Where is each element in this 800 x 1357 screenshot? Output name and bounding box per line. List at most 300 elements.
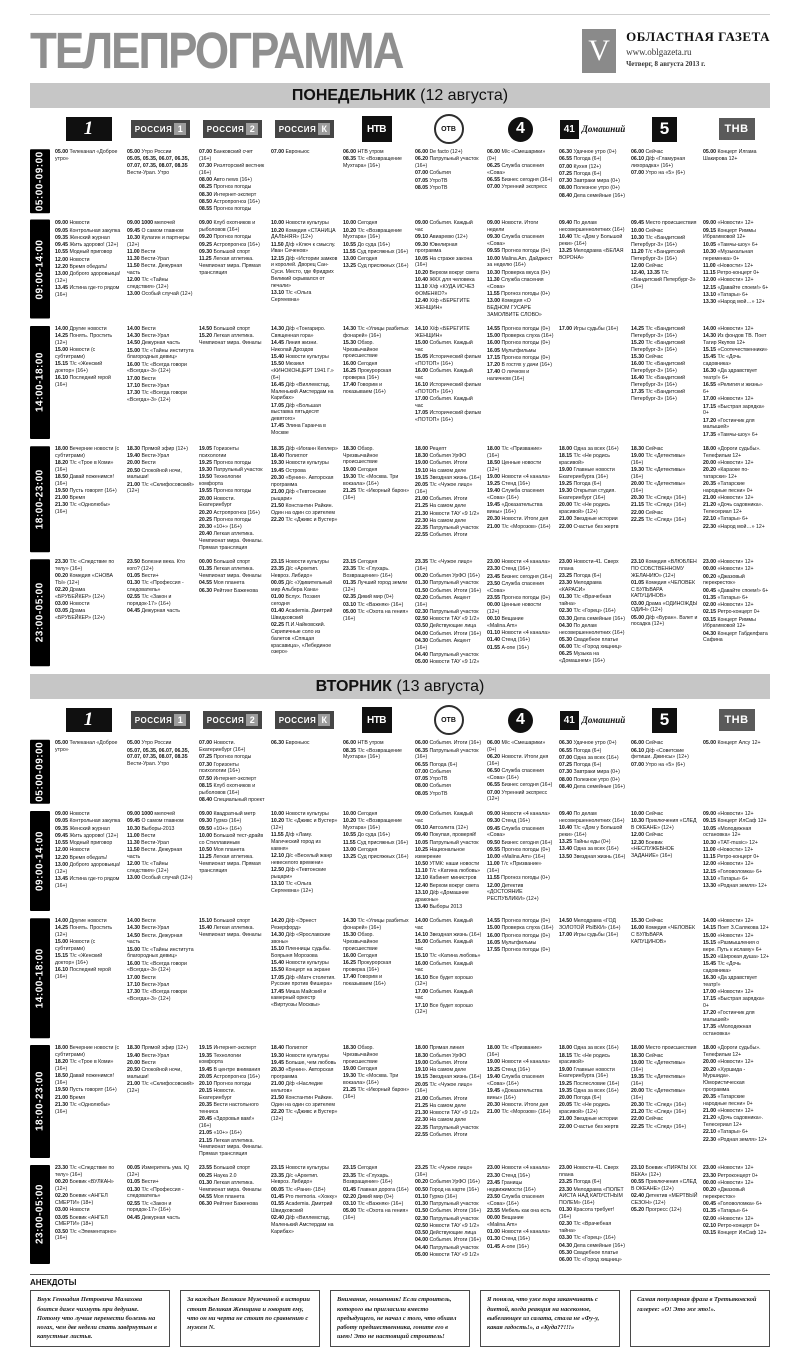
- program-entry: 23.10 Боевик «ПИРАТЫ XX ВЕКА» (12+): [631, 1165, 697, 1178]
- program-entry: 12.00 Новости: [55, 256, 90, 263]
- program-entry: 15.20 Т/с «Бандитский Петербург-3» (16+): [631, 339, 686, 353]
- program-cell: [487, 446, 554, 552]
- program-cell: [703, 149, 770, 213]
- program-entry: 14.50 Мелодрама «ГОД ЗОЛОТОЙ РЫБКИ» (16+): [559, 918, 621, 931]
- program-entry: 21.20 Т/с «След» (16+): [631, 1109, 687, 1115]
- program-entry: 13.10 Д/ф «Домашние драконы»: [415, 889, 469, 903]
- program-entry: 23.50 Болезни века. Кто кого? (12+): [127, 559, 185, 572]
- program-entry: 18.20 Т/с «Трое в Коми» (16+): [55, 1059, 114, 1072]
- program-entry: 15.00 Новости (с субтитрами): [55, 347, 96, 360]
- program-entry: 14.00 События. Каждый час: [415, 918, 473, 931]
- program-entry: 19.00 Сегодня: [343, 1066, 378, 1072]
- program-entry: 12.00 Т/с «Тайны следствия» (12+): [127, 277, 169, 290]
- program-cell: [487, 149, 554, 213]
- channel-logos-row: [30, 703, 770, 737]
- program-cell: [631, 220, 698, 319]
- domashniy-number: 41: [560, 120, 579, 139]
- program-entry: 09.00 Новости: [55, 811, 90, 817]
- program-entry: 06.00 НТВ утром: [343, 740, 384, 747]
- program-entry: 16.05 Мультфильмы: [487, 939, 537, 946]
- program-entry: 21.00 «Новости» 12+: [703, 1108, 754, 1114]
- program-entry: 11.50 Вести. Дежурная часть: [127, 263, 183, 276]
- program-entry: 19.25 Стенд (16+): [487, 1066, 530, 1073]
- program-entry: 10.00 Сейчас: [631, 811, 664, 817]
- program-cell: [703, 326, 770, 439]
- channel-logo-tnv: [703, 703, 770, 737]
- program-entry: 01.30 Т/с «Профессия - следователь»: [127, 1186, 184, 1200]
- program-entry: 19.45 «Доказательства вины» (16+): [487, 502, 543, 515]
- program-entry: 20.50 Спокойной ночи, малыши!: [127, 467, 182, 481]
- program-entry: 14.25 Понять. Простить (12+): [55, 333, 113, 346]
- program-entry: 06.25 Музыка на «Домашнем» (16+): [559, 651, 605, 664]
- rossiya-number: 1: [174, 123, 186, 135]
- program-entry: 08.15 Клуб охотников и рыболовов (16+): [199, 782, 256, 796]
- channel-logo-tnv: [703, 112, 770, 146]
- program-entry: 15.00 Т/с «Тайны института благородных девиц»: [127, 347, 194, 361]
- program-entry: 14.15 Поет З.Салякова 12+: [703, 925, 769, 932]
- program-entry: 00.55 Приключения «СЛЕД В ОКЕАНЕ» (12+): [631, 1179, 697, 1192]
- channel-logo-otv: [415, 703, 482, 737]
- program-entry: 14.00 Вести: [127, 918, 156, 924]
- program-entry: 10.30 Выборы-2013: [127, 825, 175, 832]
- program-entry: 05.00 Новости ТАУ «9 1/2»: [415, 659, 480, 665]
- program-cell: [343, 446, 410, 552]
- program-entry: 11.50 Вести. Дежурная часть: [127, 847, 183, 860]
- program-entry: 21.00 Д/ф «Тевтонские рыцари»: [271, 488, 327, 502]
- program-entry: 15.50 Мюзикл «КИНОКОНЦЕРТ 1941 Г.» (6+): [271, 361, 334, 381]
- program-entry: 17.00 События. Каждый час: [415, 988, 473, 1002]
- program-entry: 19.30 Новости культуры: [271, 460, 329, 467]
- program-entry: 17.45 Элина Гаранча в Москве: [271, 423, 326, 436]
- section-letter-logo: V: [582, 29, 616, 73]
- program-entry: 09.00 Клуб охотников и рыболовов (16+): [199, 220, 256, 233]
- program-entry: 07.30 Риэлторский вестник (16+): [199, 163, 265, 176]
- program-cell: [127, 740, 194, 804]
- program-entry: 23.30 Т/с «Следствие по телу» (16+): [55, 559, 115, 572]
- program-entry: 17.00 Вести: [127, 974, 156, 981]
- rossiya-logo-icon: [203, 120, 263, 138]
- program-entry: 15.30 Обзор. Чрезвычайное происшествие: [343, 339, 379, 360]
- program-entry: 01.35 Легкая атлетика. Чемпионат мира. Финалы: [199, 566, 262, 579]
- program-entry: 16.05 Мультфильмы: [487, 347, 537, 354]
- channel-logo-perviy: [55, 112, 122, 146]
- program-entry: 18.00 Место происшествия: [631, 1045, 697, 1052]
- time-band-label: 05:00-09:00: [30, 740, 50, 804]
- program-entry: 21.30 Новости ТАУ «9 1/2»: [415, 1110, 480, 1116]
- program-entry: 00.05 Д/с «Удивительный мир Альбера Кана»: [271, 580, 333, 593]
- jokes-label: АНЕКДОТЫ: [30, 1278, 77, 1288]
- program-cell: [559, 149, 626, 213]
- program-entry: 14.00 «Новости» 12+: [703, 918, 754, 924]
- program-cell: [199, 918, 266, 1038]
- program-entry: 09.00 События. Каждый час: [415, 220, 473, 233]
- program-entry: 09.55 Прогноз погоды (0+): [487, 846, 551, 853]
- program-entry: 07.50 Интернет-эксперт: [199, 775, 257, 782]
- program-cell: [199, 1045, 266, 1158]
- program-cell: [343, 559, 410, 666]
- program-entry: 09.05 Контрольная закупка: [55, 818, 121, 825]
- program-entry: 15.30 Обзор. Чрезвычайное происшествие: [343, 932, 379, 952]
- paper-name: ОБЛАСТНАЯ ГАЗЕТА: [626, 29, 770, 44]
- program-entry: 17.05 Д/ф «Матч столетия. Русские против Фишера»: [271, 974, 336, 988]
- program-entry: 11.50 Д/ф «Ключ к смыслу. Иван Сеченов»: [271, 241, 336, 255]
- program-entry: 18.50 Давай поженимся! (16+): [55, 473, 114, 487]
- time-band-row: [30, 559, 770, 666]
- program-entry: 08.00 Полезное утро (0+): [559, 185, 620, 192]
- program-entry: 15.15 Т/с «Женский доктор» (16+): [55, 953, 103, 966]
- program-entry: 15.20 «Широкая душа» 12+: [703, 953, 770, 960]
- program-entry: 14.50 Дежурная часть: [127, 340, 180, 347]
- program-cell: [127, 326, 194, 439]
- program-entry: 19.35 Т/с «Детективы» (16+): [631, 1073, 686, 1087]
- program-entry: 19.25 Послесловие (16+): [559, 1080, 620, 1087]
- program-entry: 20.10 Прогноз погоды: [199, 1081, 252, 1087]
- program-entry: 16.10 Последний герой (16+): [55, 375, 111, 388]
- program-entry: 06.30 Удачное утро (0+): [559, 740, 617, 747]
- program-entry: 15.15 «Соотечественники»: [703, 347, 768, 353]
- program-entry: 09.00 Новости «4 канала»: [487, 811, 550, 817]
- program-entry: 12.30 Боевик «НЕСЛУЖЕБНОЕ ЗАДАНИЕ» (16+): [631, 839, 675, 859]
- program-entry: 15.40 Новости культуры: [271, 353, 329, 360]
- program-cell: [703, 918, 770, 1038]
- program-entry: 09.00 «Новости» 12+: [703, 220, 754, 227]
- program-entry: 18.30 Обзор. Чрезвычайное происшествие: [343, 445, 379, 466]
- program-entry: 06.00 НТВ утром: [343, 149, 384, 155]
- program-cell: [55, 1165, 122, 1264]
- program-entry: 19.30 Патрульный участок: [199, 467, 263, 473]
- program-entry: 09.10 Авиаревю (12+): [415, 234, 468, 241]
- program-cell: [343, 740, 410, 804]
- program-entry: 20.00 Т/с «Детективы» (16+): [631, 481, 686, 494]
- program-entry: 10.00 Новости культуры: [271, 811, 329, 817]
- program-entry: 09.35 Женский журнал: [55, 825, 110, 832]
- program-entry: 17.00 Игры судьбы (16+): [559, 932, 619, 938]
- program-entry: 13.45 Истина где-то рядом (16+): [55, 285, 120, 298]
- program-cell: [55, 220, 122, 319]
- program-entry: 09.00 Новости: [55, 220, 90, 227]
- program-entry: 13.00 Особый случай (12+): [127, 875, 193, 882]
- program-entry: 15.40 Легкая атлетика. Чемпионат мира. Финалы: [199, 925, 262, 938]
- program-entry: 11.00 Вести: [127, 832, 156, 839]
- program-entry: 11.20 Т/с «Бандитский Петербург-3» (16+): [631, 248, 685, 262]
- program-cell: [631, 326, 698, 439]
- program-entry: 22.00 Сейчас: [631, 509, 664, 516]
- rossiya-number: 1: [174, 714, 186, 726]
- program-entry: 16.00 События. Каждый час: [415, 960, 473, 974]
- program-entry: 11.00 Т/с «Призвание» (16+): [487, 861, 542, 874]
- program-entry: 09.15 Концерт ИлСаф 12+: [703, 818, 767, 825]
- program-entry: 18.00 Прямая линия: [415, 1045, 464, 1052]
- program-entry: 14.30 Д/ф «Ярославские звоны»: [271, 932, 331, 945]
- tnv-logo-icon: ТНВ: [719, 709, 755, 731]
- program-entry: 06.00 Сейчас: [631, 740, 664, 747]
- program-entry: 06.00 М/с «Смешарики» (0+): [487, 149, 546, 162]
- program-entry: 23.55 Большой спорт: [199, 1165, 251, 1172]
- program-cell: [55, 149, 122, 213]
- program-entry: 08.40 Специальный проект: [199, 796, 265, 803]
- program-entry: 19.30 Т/с «Москва. Три вокзала» (16+): [343, 473, 399, 487]
- program-entry: 18.00 Рецепт: [415, 445, 447, 452]
- program-entry: 16.25 Прокурорская проверка (16+): [343, 960, 392, 973]
- program-entry: 23.30 Т/с «Следствие по телу» (16+): [55, 1165, 115, 1178]
- program-entry: 22.35 Патрульный участок: [415, 525, 479, 531]
- program-entry: 02.50 Новости ТАУ «9 1/2»: [415, 616, 480, 622]
- rossiya-name: РОССИЯ: [278, 715, 317, 725]
- program-entry: 01.35 «Татары» 6+: [703, 594, 749, 601]
- program-entry: 12.00 Сейчас: [631, 262, 664, 269]
- program-entry: 10.05 Патрульный участок: [415, 839, 479, 846]
- program-entry: 06.20 Новости. Итоги дня (16+): [487, 754, 549, 767]
- program-entry: 02.55 Т/с «Закон и порядок-17» (16+): [127, 594, 172, 607]
- program-entry: 20.00 Погода (6+): [559, 1095, 602, 1101]
- program-entry: 23.30 Стенд (16+): [487, 1172, 530, 1179]
- program-entry: 19.30 Новости культуры: [271, 1052, 329, 1059]
- program-entry: 11.30 Вести-Урал: [127, 840, 169, 846]
- program-entry: 02.00 «Новости» 12+: [703, 1215, 754, 1222]
- program-entry: 22.55 События. Итоги: [415, 1131, 468, 1138]
- program-cell: [127, 918, 194, 1038]
- program-entry: 23.35 Д/с «Архетип. Невроз. Либидо»: [271, 1172, 319, 1186]
- program-entry: 13.00 Сегодня: [343, 846, 378, 853]
- program-entry: 00.25 Наука 2.0: [199, 1172, 237, 1179]
- program-entry: 07.00 Утренний экспресс: [487, 184, 548, 191]
- program-entry: 01.10 Новости «4 канала»: [487, 630, 550, 636]
- program-entry: 04.40 Патрульный участок: [415, 651, 479, 658]
- program-entry: 09.30 Ювелирная программа: [415, 241, 458, 255]
- program-entry: 07.05 УтроТВ: [415, 776, 448, 782]
- otv-logo-icon: ОТВ: [434, 114, 464, 144]
- program-entry: 07.00 Новости. Екатеринбург (16+): [199, 740, 246, 753]
- program-entry: 20.40 Легкая атлетика. Чемпионат мира. Финалы. Прямая трансляция: [199, 531, 263, 551]
- program-entry: 16.00 Комедия «ЧЕЛОВЕК С БУЛЬВАРА КАПУЦИНОВ»: [631, 925, 696, 945]
- program-entry: 23.15 Сегодня: [343, 559, 378, 565]
- program-cell: [559, 1045, 626, 1158]
- rossiya-name: РОССИЯ: [206, 715, 245, 725]
- program-entry: 18.00 Одна за всех (16+): [559, 1045, 619, 1052]
- program-entry: 17.35 «Тамчы-шоу» 6+: [703, 431, 758, 438]
- program-entry: 09.45 О самом главном: [127, 227, 184, 234]
- program-entry: 19.25 Стенд (16+): [487, 481, 530, 487]
- channel-logo-ch4: [487, 703, 554, 737]
- jokes-section: [30, 1274, 770, 1346]
- program-entry: 20.30 Новости. Итоги дня: [487, 1101, 549, 1108]
- program-entry: 15.45 Т/с «Дочь садовника»: [703, 354, 741, 367]
- program-cell: [415, 918, 482, 1038]
- program-entry: 05.00 Утро России: [127, 149, 172, 155]
- program-entry: 05.05, 05.35, 06.07, 06.35, 07.07, 07.35, 08.07, 08.35 Вести-Урал. Утро: [127, 156, 190, 176]
- program-entry: 14.55 Прогноз погоды (0+): [487, 918, 551, 924]
- program-entry: 01.45 Главная дорога (16+): [343, 1186, 409, 1193]
- program-entry: 09.45 Место происшествия: [631, 220, 697, 227]
- program-entry: 05.00 Т/с «Охота на гения» (16+): [343, 608, 409, 622]
- program-entry: 16.10 Последний герой (16+): [55, 967, 111, 980]
- program-entry: 13.25 Суд присяжных (16+): [343, 854, 409, 860]
- program-entry: 19.55 Прогноз погоды: [199, 488, 252, 495]
- program-entry: 07.30 Завтраки мира (0+): [559, 178, 620, 184]
- program-cell: [631, 1165, 698, 1264]
- channel-4-logo-icon: 4: [508, 708, 533, 733]
- paper-site-url[interactable]: www.oblgazeta.ru: [626, 47, 692, 57]
- program-entry: 07.00 Кухня (12+): [559, 163, 602, 170]
- program-entry: 11.00 Вести: [127, 248, 156, 255]
- program-entry: 07.25 Прогноз погоды: [199, 754, 252, 761]
- program-entry: 02.40 Детектив «МЕРТВЫЙ СЕЗОН» (12+): [631, 1193, 698, 1206]
- program-entry: 19.40 Вести-Урал: [127, 453, 170, 459]
- program-entry: 15.20 Легкая атлетика. Чемпионат мира. Финалы: [199, 333, 262, 346]
- program-entry: 19.30 Т/с «Москва. Три вокзала» (16+): [343, 1073, 399, 1086]
- channel-logo-ntv: [343, 703, 410, 737]
- program-entry: 13.00 Доброго здоровьица! (12+): [55, 861, 121, 875]
- program-entry: 05.00 Телеканал «Доброе утро»: [55, 149, 118, 162]
- program-entry: 19.40 Служба спасения «Сова» (16+): [487, 488, 544, 501]
- program-entry: 11.25 Легкая атлетика. Чемпионат мира. Прямая трансляция: [199, 854, 261, 874]
- program-entry: 21.30 Т/с «Однолюбы» (16+): [55, 502, 111, 515]
- program-entry: 07.00 Банковский счет (16+): [199, 149, 253, 162]
- program-entry: 00.20 Боевик «ВУЛКАН» (12+): [55, 1179, 114, 1192]
- time-band-row: [30, 918, 770, 1038]
- program-entry: 13.30 «Народ мой…» 12+: [703, 299, 765, 305]
- program-entry: 21.00 События. Итоги: [415, 1095, 468, 1102]
- program-entry: 15.15 Т/с «Женский доктор» (16+): [55, 361, 103, 374]
- program-entry: 23.30 Мелодрама «КАРАСИ»: [559, 580, 602, 593]
- program-entry: 18.30 Обзор. Чрезвычайное происшествие: [343, 1045, 379, 1065]
- program-cell: [703, 811, 770, 911]
- program-entry: 21.50 Константин Райкин. Один на один со зрителем: [271, 1095, 335, 1108]
- program-entry: 00.00 Большой спорт: [199, 559, 251, 565]
- program-entry: 07.00 Утро на «5» (6+): [631, 761, 685, 768]
- program-entry: 15.45 Т/с «Дочь садовника»: [703, 961, 741, 974]
- program-entry: 19.50 Пусть говорят (16+): [55, 487, 117, 494]
- program-entry: 18.00 Т/с «Призвание» (16+): [487, 1045, 542, 1058]
- program-entry: 23.55 Мебель как она есть: [487, 1207, 552, 1214]
- program-entry: 17.00 Игры судьбы (16+): [559, 325, 619, 332]
- program-cell: [55, 559, 122, 666]
- program-entry: 00.00 «Новости» 12+: [703, 1179, 754, 1186]
- domashniy-logo-icon: [560, 120, 625, 139]
- time-band-row: [30, 326, 770, 439]
- program-entry: 07.05 УтроТВ: [415, 177, 448, 184]
- program-entry: 17.20 «Гостинчик для малышей»: [703, 417, 755, 431]
- program-entry: 05.00 Концерт Алсу 12+: [703, 740, 761, 747]
- program-entry: 16.30 «Да здравствует театр!» 6+: [703, 368, 758, 381]
- program-entry: 23.15 Новости культуры: [271, 559, 329, 565]
- program-entry: 01.05 Вести+: [127, 573, 159, 579]
- program-entry: 18.40 Полиглот: [271, 1045, 308, 1052]
- program-entry: 20.20 «Караоке по-татарски» 12+: [703, 467, 749, 480]
- program-entry: 10.30 «Музыкальная переменка» 0+: [703, 248, 753, 262]
- program-entry: 01.35 Лучший город земли (12+): [343, 580, 408, 593]
- program-cell: [487, 220, 554, 319]
- program-entry: 04.00 События. Итоги (16+): [415, 1237, 482, 1244]
- program-entry: 19.35 Технологии комфорта: [199, 1052, 241, 1066]
- program-cell: [415, 446, 482, 552]
- program-entry: 04.30 Дела семейные (16+): [559, 1242, 626, 1249]
- day-banner-1: ПОНЕДЕЛЬНИК (12 августа): [30, 83, 770, 108]
- program-entry: 20.30 «Бунин». Авторская программа: [271, 474, 334, 488]
- program-entry: 06.30 Рейтинг Баженова: [199, 1201, 258, 1207]
- time-band-label: 09:00-14:00: [30, 220, 50, 319]
- program-entry: 04.00 События. Итоги (16+): [415, 630, 482, 637]
- program-entry: 02.55 Т/с «Закон и порядок-17» (16+): [127, 1200, 172, 1214]
- program-cell: [631, 446, 698, 552]
- program-entry: 06.25 Служба спасения «Сова»: [487, 163, 544, 176]
- program-entry: 06.00 Т/с «Город хищниц»: [559, 644, 622, 650]
- program-entry: 09.45 Жить здорово! (12+): [55, 242, 119, 248]
- program-entry: 02.15 Ретро-концерт 0+: [703, 609, 760, 616]
- program-entry: 20.45 «Здоровья вам!» (16+): [199, 1116, 255, 1129]
- program-entry: 09.50 «10+» (16+): [199, 825, 242, 832]
- program-entry: 13.40 Одна за всех (16+): [559, 846, 619, 853]
- channel-logo-rossiya-2: [199, 112, 266, 146]
- program-entry: 20.05 Т/с «Не родись красивой» (12+): [559, 1102, 610, 1115]
- paper-issue-date: Четверг, 8 августа 2013 г.: [626, 60, 706, 68]
- program-entry: 20.35 Вести настольного тенниса: [199, 1102, 259, 1115]
- program-entry: 08.05 УтроТВ: [415, 184, 448, 191]
- ntv-logo-icon: НТВ: [362, 707, 392, 733]
- program-entry: 18.50 Давай поженимся! (16+): [55, 1073, 114, 1086]
- joke-box: Самая популярная фраза в Третьяковской галерее: «О! Это же это!».: [630, 1290, 770, 1346]
- program-entry: 23.00 Новости-41. Сверх плана: [559, 1165, 619, 1178]
- program-entry: 23.30 Мелодрама «ПОЛЕТ АИСТА НАД КАПУСТНЫМ ПОЛЕМ» (16+): [559, 1186, 624, 1206]
- program-cell: [127, 559, 194, 666]
- rossiya-logo-icon: [203, 711, 263, 729]
- program-entry: 02.20 Боевик «АНГЕЛ СМЕРТИ» (18+): [55, 1193, 108, 1206]
- program-entry: 03.10 Т/с «Важняк» (16+): [343, 1201, 404, 1207]
- program-cell: [271, 740, 338, 804]
- program-entry: 04.45 Дежурная часть: [127, 1214, 180, 1221]
- program-entry: 07.00 События: [415, 170, 451, 177]
- program-entry: 01.45 A-one (16+): [487, 1243, 529, 1250]
- program-entry: 13.10 Т/с «Ольга Сергеевна»: [271, 289, 312, 303]
- program-entry: 13.40 Выборы 2013: [415, 903, 463, 910]
- program-entry: 08.25 Прогноз погоды: [199, 184, 252, 191]
- program-entry: 06.10 Д/ф «Советские фетиши. Джинсы» (12+): [631, 747, 689, 761]
- program-entry: 17.40 О личном и наличном (16+): [487, 369, 530, 382]
- program-entry: 21.15 Т/с «След» (16+): [631, 502, 687, 509]
- program-entry: 15.10 Пленницы судьбы. Боярыня Морозова: [271, 946, 331, 959]
- program-entry: 23.00 «Новости» 12+: [703, 559, 754, 565]
- program-entry: 14.30 Т/с «Улицы разбитых фонарей» (16+): [343, 325, 409, 339]
- program-entry: 22.00 Сейчас: [631, 1116, 664, 1123]
- program-entry: 18.30 События УрФО: [415, 1052, 467, 1059]
- program-entry: 12.40, 13.35 Т/с «Бандитский Петербург-3» (16+): [631, 270, 696, 290]
- program-entry: 14.30 Т/с «Улицы разбитых фонарей» (16+): [343, 918, 409, 931]
- program-entry: 14.25 Т/с «Бандитский Петербург-3» (16+): [631, 325, 686, 339]
- rossiya-number: 2: [246, 714, 258, 726]
- program-entry: 16.40 Т/с «Бандитский Петербург-3» (16+): [631, 375, 686, 388]
- program-entry: 03.30 Дела семейные (16+): [559, 615, 626, 622]
- program-entry: 21.00 Время: [55, 1094, 86, 1101]
- program-entry: 02.00 «Новости» 12+: [703, 602, 754, 608]
- program-entry: 05.00 Утро России: [127, 740, 172, 747]
- program-entry: 05.00 Концерт Илгама Шакирова 12+: [703, 149, 757, 162]
- program-entry: 06.00 Сейчас: [631, 149, 664, 155]
- program-entry: 22.00 Счастье без жертв: [559, 523, 619, 530]
- program-cell: [487, 811, 554, 911]
- program-entry: 05.30 Свадебное платье: [559, 636, 619, 643]
- program-entry: 12.10 Д/с «Веселый жанр невеселого времени»: [271, 853, 333, 866]
- program-entry: 13.00 Доброго здоровьица! (12+): [55, 271, 121, 284]
- program-entry: 23.00 Новости «4 канала»: [487, 1165, 550, 1172]
- program-entry: 06.30 Рейтинг Баженова: [199, 587, 258, 594]
- program-entry: 08.50 Астропрогноз (16+): [199, 198, 260, 205]
- program-entry: 09.45 Служба спасения «Сова»: [487, 825, 544, 839]
- program-entry: 17.05 Д/ф «Большая выставка пятьдесят девятого»: [271, 402, 321, 422]
- program-entry: 23.50 Служба спасения «Сова»: [487, 580, 544, 594]
- program-entry: 10.50 УГМК: наши новости: [415, 860, 480, 867]
- program-cell: [271, 149, 338, 213]
- program-cell: [631, 811, 698, 911]
